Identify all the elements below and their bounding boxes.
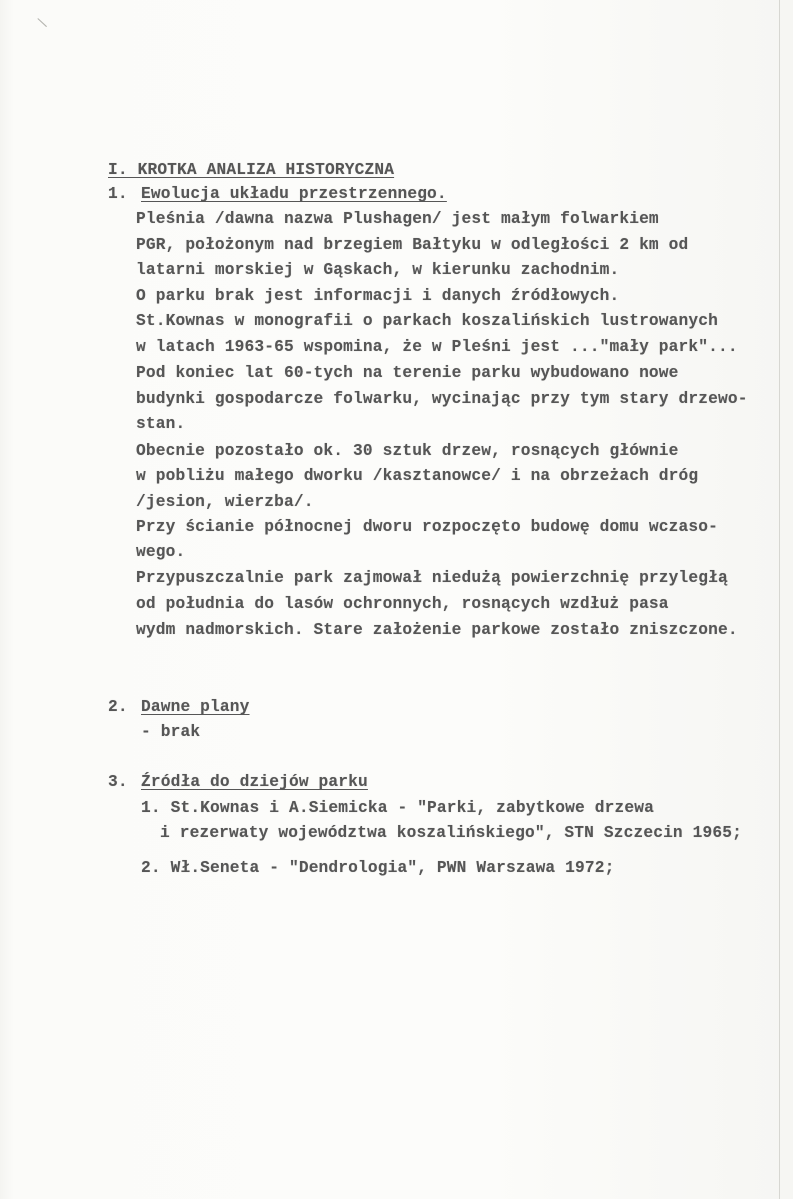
reference-item: 1. St.Kownas i A.Siemicka - "Parki, zabytkowe drzewa	[141, 799, 654, 817]
paragraph-line: PGR, położonym nad brzegiem Bałtyku w odległości 2 km od	[136, 236, 689, 254]
list-item: - brak	[141, 723, 201, 741]
reference-item: 2. Wł.Seneta - "Dendrologia", PWN Warszawa 1972;	[141, 859, 615, 877]
paragraph-line: budynki gospodarcze folwarku, wycinając przy tym stary drzewo-	[136, 390, 748, 408]
reference-item-continuation: i rezerwaty województwa koszalińskiego", STN Szczecin 1965;	[160, 824, 742, 842]
subsection-title: Źródła do dziejów parku	[141, 773, 368, 791]
subsection-title: Dawne plany	[141, 698, 250, 716]
subsection-number: 2.	[108, 698, 128, 716]
paragraph-line: stan.	[136, 415, 186, 433]
pencil-mark: \	[36, 14, 49, 32]
subsection-title: Ewolucja układu przestrzennego.	[141, 185, 447, 203]
paragraph-line: wego.	[136, 543, 186, 561]
paragraph-line: Pleśnia /dawna nazwa Plushagen/ jest małym folwarkiem	[136, 210, 659, 228]
paragraph-line: /jesion, wierzba/.	[136, 493, 314, 511]
paragraph-line: w latach 1963-65 wspomina, że w Pleśni jest ..."mały park"...	[136, 338, 738, 356]
paragraph-line: St.Kownas w monografii o parkach koszalińskich lustrowanych	[136, 312, 718, 330]
paragraph-line: Przypuszczalnie park zajmował niedużą powierzchnię przyległą	[136, 569, 728, 587]
paragraph-line: latarni morskiej w Gąskach, w kierunku zachodnim.	[136, 261, 620, 279]
subsection-number: 1.	[108, 185, 128, 203]
paragraph-line: Przy ścianie północnej dworu rozpoczęto budowę domu wczaso-	[136, 518, 718, 536]
paragraph-line: O parku brak jest informacji i danych źródłowych.	[136, 287, 620, 305]
paragraph-line: Pod koniec lat 60-tych na terenie parku wybudowano nowe	[136, 364, 679, 382]
section-heading: I. KROTKA ANALIZA HISTORYCZNA	[108, 161, 395, 179]
paragraph-line: Obecnie pozostało ok. 30 sztuk drzew, rosnących głównie	[136, 442, 679, 460]
paragraph-line: wydm nadmorskich. Stare założenie parkowe zostało zniszczone.	[136, 621, 738, 639]
paragraph-line: od południa do lasów ochronnych, rosnących wzdłuż pasa	[136, 595, 669, 613]
subsection-number: 3.	[108, 773, 128, 791]
paragraph-line: w pobliżu małego dworku /kasztanowce/ i na obrzeżach dróg	[136, 467, 699, 485]
page-fold-line	[779, 0, 780, 1199]
